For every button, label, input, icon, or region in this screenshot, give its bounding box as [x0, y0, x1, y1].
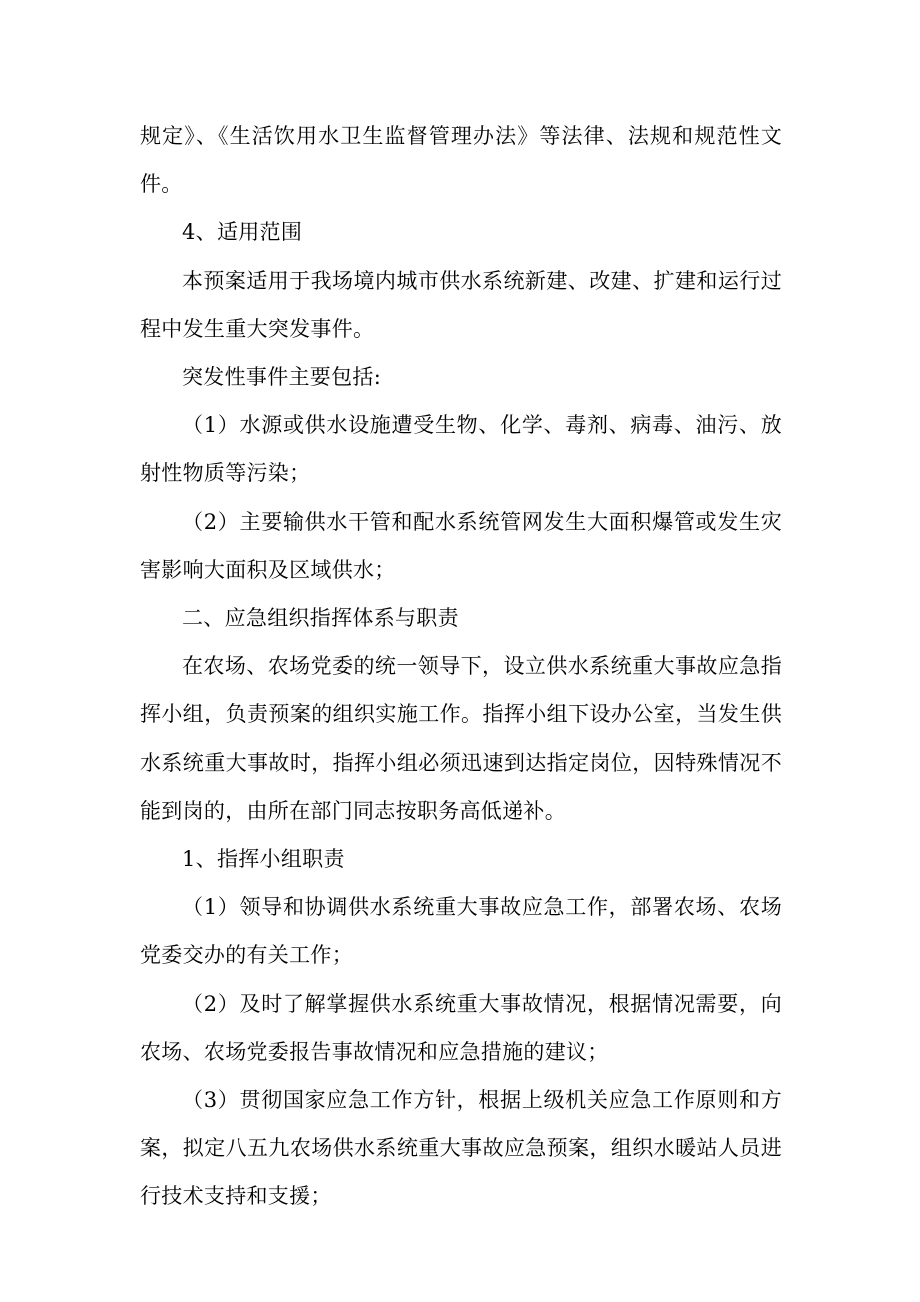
heading-command-system: 二、应急组织指挥体系与职责 — [182, 606, 459, 631]
paragraph-scope: 本预案适用于我场境内城市供水系统新建、改建、扩建和运行过程中发生重大突发事件。 — [140, 268, 782, 341]
heading-command-duties: 1、指挥小组职责 — [182, 847, 345, 872]
document-body — [140, 112, 782, 1221]
list-item-event-2: （2）主要输供水干管和配水系统管网发生大面积爆管或发生灾害影响大面积及区域供水； — [140, 509, 782, 582]
paragraph-regulations-end: 规定》、《生活饮用水卫生监督管理办法》等法律、法规和规范性文件。 — [140, 124, 782, 197]
list-item-duty-2: （2）及时了解掌握供水系统重大事故情况，根据情况需要，向农场、农场党委报告事故情况和应急措施的建议； — [140, 991, 782, 1064]
paragraph-command-system: 在农场、农场党委的统一领导下，设立供水系统重大事故应急指挥小组，负责预案的组织实施工作。指挥小组下设办公室，当发生供水系统重大事故时，指挥小组必须迅速到达指定岗位，因特殊情况不能到岗的，由所在部门同志按职务高低递补。 — [140, 654, 782, 823]
list-item-duty-3: （3）贯彻国家应急工作方针，根据上级机关应急工作原则和方案，拟定八五九农场供水系统重大事故应急预案，组织水暖站人员进行技术支持和支援； — [140, 1088, 782, 1209]
list-item-event-1: （1）水源或供水设施遭受生物、化学、毒剂、病毒、油污、放射性物质等污染； — [140, 413, 782, 486]
paragraph-events-intro: 突发性事件主要包括: — [182, 365, 382, 390]
heading-scope: 4、适用范围 — [182, 220, 303, 245]
list-item-duty-1: （1）领导和协调供水系统重大事故应急工作，部署农场、农场党委交办的有关工作； — [140, 895, 782, 968]
